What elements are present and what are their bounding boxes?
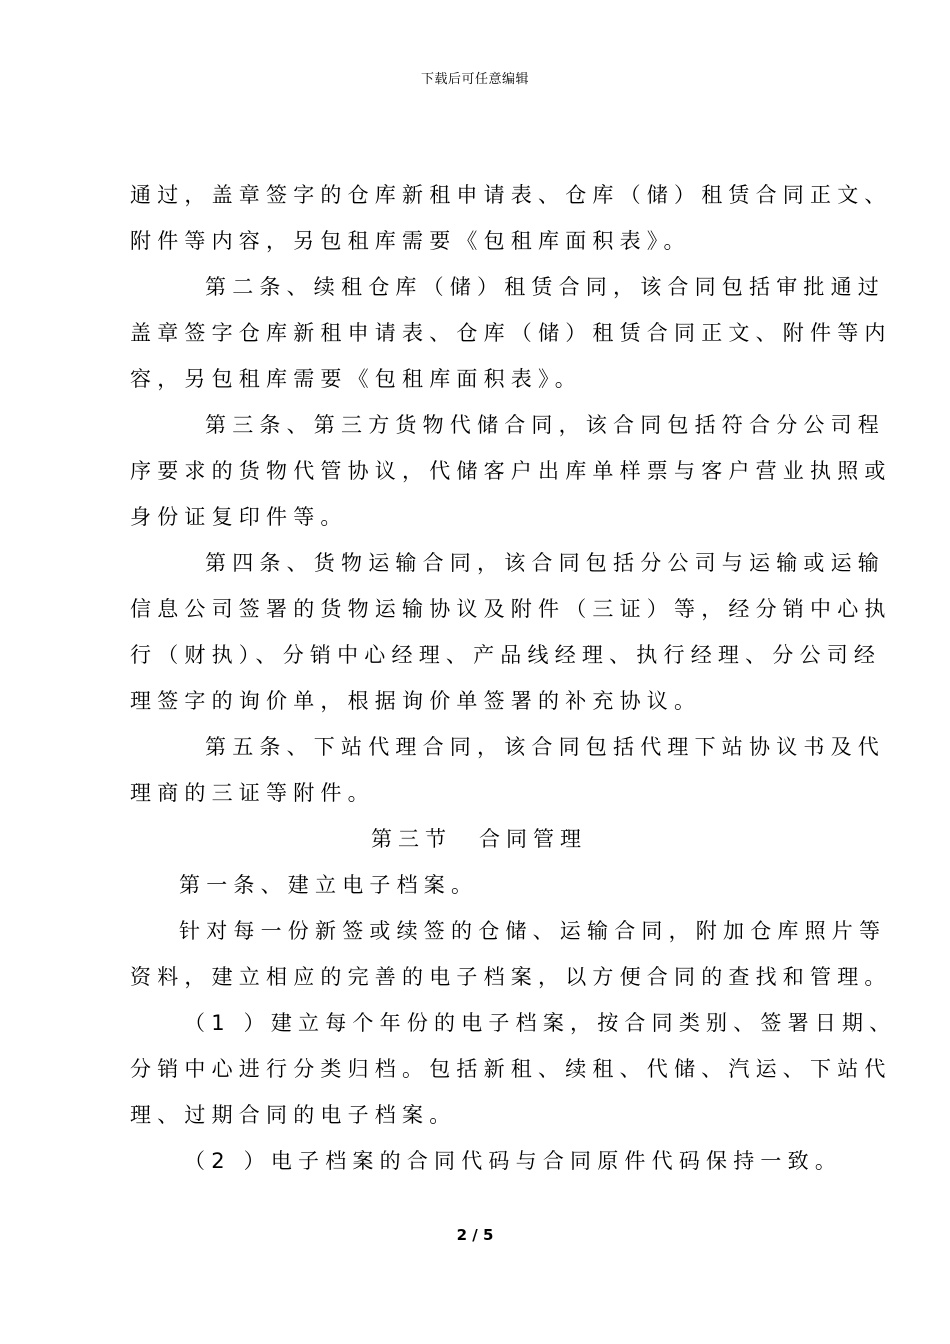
paragraph-line: 分销中心进行分类归档。包括新租、续租、代储、汽运、下站代 (130, 1057, 892, 1081)
paragraph-line: 第一条、建立电子档案。 (179, 873, 479, 897)
paragraph-line: 容，另包租库需要《包租库面积表》。 (130, 367, 582, 391)
paragraph-line: 理商的三证等附件。 (130, 781, 375, 805)
paragraph-line: 信息公司签署的货物运输协议及附件（三证）等，经分销中心执 (130, 597, 892, 621)
paragraph-line: 盖章签字仓库新租申请表、仓库（储）租赁合同正文、附件等内 (130, 321, 892, 345)
paragraph-line: 序要求的货物代管协议，代储客户出库单样票与客户营业执照或 (130, 459, 892, 483)
paragraph-line: 第五条、下站代理合同，该合同包括代理下站协议书及代 (205, 735, 885, 759)
paragraph-line: （1 ）建立每个年份的电子档案，按合同类别、签署日期、 (184, 1011, 897, 1035)
document-body (130, 172, 897, 1184)
section-heading: 第三节 合同管理 (371, 827, 587, 851)
paragraph-line: 行（财执）、分销中心经理、产品线经理、执行经理、分公司经 (130, 643, 882, 667)
paragraph-line: 身份证复印件等。 (130, 505, 348, 529)
paragraph-line: 附件等内容，另包租库需要《包租库面积表》。 (130, 229, 691, 253)
paragraph-line: 针对每一份新签或续签的仓储、运输合同，附加仓库照片等 (179, 919, 887, 943)
paragraph-line: （2 ）电子档案的合同代码与合同原件代码保持一致。 (184, 1149, 843, 1173)
paragraph-line: 第二条、续租仓库（储）租赁合同，该合同包括审批通过 (205, 275, 885, 299)
paragraph-line: 第四条、货物运输合同，该合同包括分公司与运输或运输 (205, 551, 885, 575)
page-number: 2 / 5 (456, 1226, 494, 1244)
paragraph-line: 资料，建立相应的完善的电子档案，以方便合同的查找和管理。 (130, 965, 892, 989)
paragraph-line: 第三条、第三方货物代储合同，该合同包括符合分公司程 (205, 413, 885, 437)
paragraph-line: 理、过期合同的电子档案。 (130, 1103, 457, 1127)
paragraph-line: 理签字的询价单，根据询价单签署的补充协议。 (130, 689, 702, 713)
page-header: 下载后可任意编辑 (420, 72, 529, 87)
paragraph-line: 通过，盖章签字的仓库新租申请表、仓库（储）租赁合同正文、 (130, 183, 892, 207)
